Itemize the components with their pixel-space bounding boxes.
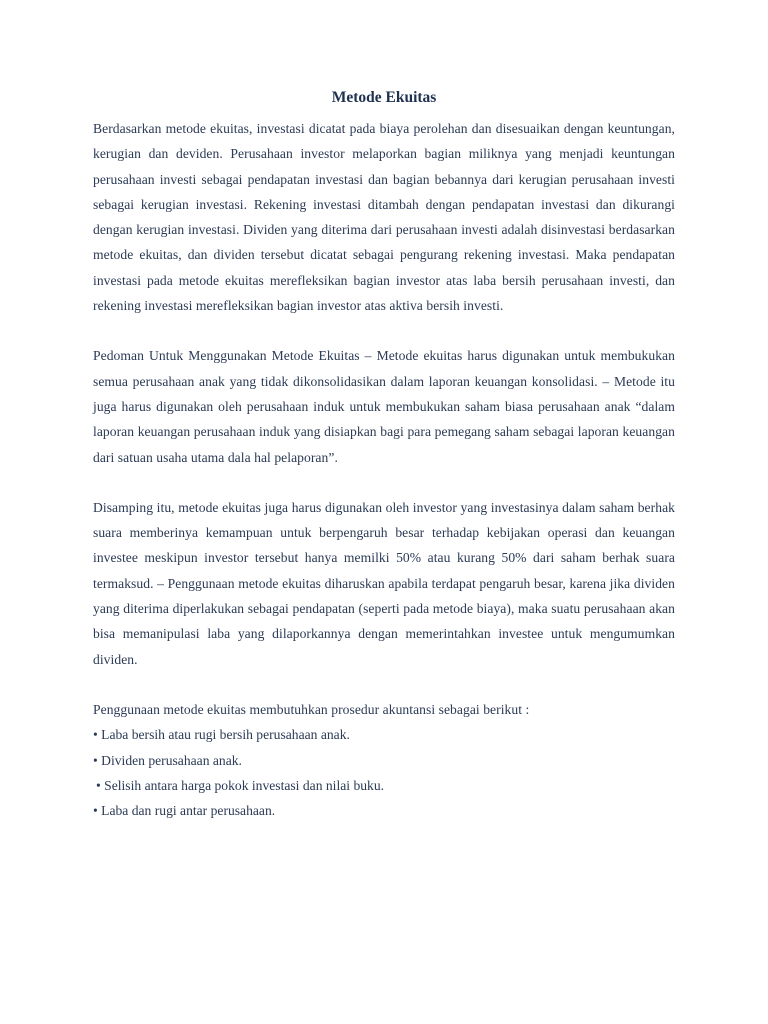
paragraph-spacer [93, 672, 675, 697]
paragraph-metode-ekuitas: Berdasarkan metode ekuitas, investasi dicatat pada biaya perolehan dan disesuaikan dengan keuntungan, kerugian dan deviden. Perusahaan investor melaporkan bagian miliknya yang menjadi keuntungan perusahaan investi sebagai pendapatan investasi dan bagian bebannya dari kerugian perusahaan investi sebagai kerugian investasi. Rekening investasi ditambah dengan pendapatan investasi dan dikurangi dengan kerugian investasi. Dividen yang diterima dari perusahaan investi adalah disinvestasi berdasarkan metode ekuitas, dan dividen tersebut dicatat sebagai pengurang rekening investasi. Maka pendapatan investasi pada metode ekuitas merefleksikan bagian investor atas laba bersih perusahaan investi, dan rekening investasi merefleksikan bagian investor atas aktiva bersih investi. [93, 121, 675, 314]
paragraph-disamping: Disamping itu, metode ekuitas juga harus digunakan oleh investor yang investasinya dalam saham berhak suara memberinya kemampuan untuk berpengaruh besar terhadap kebijakan operasi dan keuangan investee meskipun investor tersebut hanya memilki 50% atau kurang 50% dari saham berhak suara termaksud. – Penggunaan metode ekuitas diharuskan apabila terdapat pengaruh besar, karena jika dividen yang diterima diperlakukan sebagai pendapatan (seperti pada metode biaya), maka suatu perusahaan akan bisa memanipulasi laba yang dilaporkannya dengan memerintahkan investee untuk mengumumkan dividen. [93, 499, 675, 667]
document-title: Metode Ekuitas [331, 89, 437, 106]
document-page [93, 88, 675, 823]
paragraph-spacer [93, 470, 675, 495]
list-item: • Laba bersih atau rugi bersih perusahaan anak. [93, 727, 350, 743]
list-item: • Selisih antara harga pokok investasi dan nilai buku. [96, 777, 385, 793]
paragraph-spacer [93, 318, 675, 343]
list-item: • Dividen perusahaan anak. [93, 752, 242, 768]
list-intro: Penggunaan metode ekuitas membutuhkan prosedur akuntansi sebagai berikut : [93, 701, 530, 717]
procedure-list [93, 722, 675, 823]
paragraph-pedoman: Pedoman Untuk Menggunakan Metode Ekuitas – Metode ekuitas harus digunakan untuk membukukan semua perusahaan anak yang tidak dikonsolidasikan dalam laporan keuangan konsolidasi. – Metode itu juga harus digunakan oleh perusahaan induk untuk membukukan saham biasa perusahaan anak “dalam laporan keuangan perusahaan induk yang disiapkan bagi para pemegang saham sebagai laporan keuangan dari satuan usaha utama dala hal pelaporan”. [93, 348, 675, 465]
list-item: • Laba dan rugi antar perusahaan. [93, 803, 276, 819]
